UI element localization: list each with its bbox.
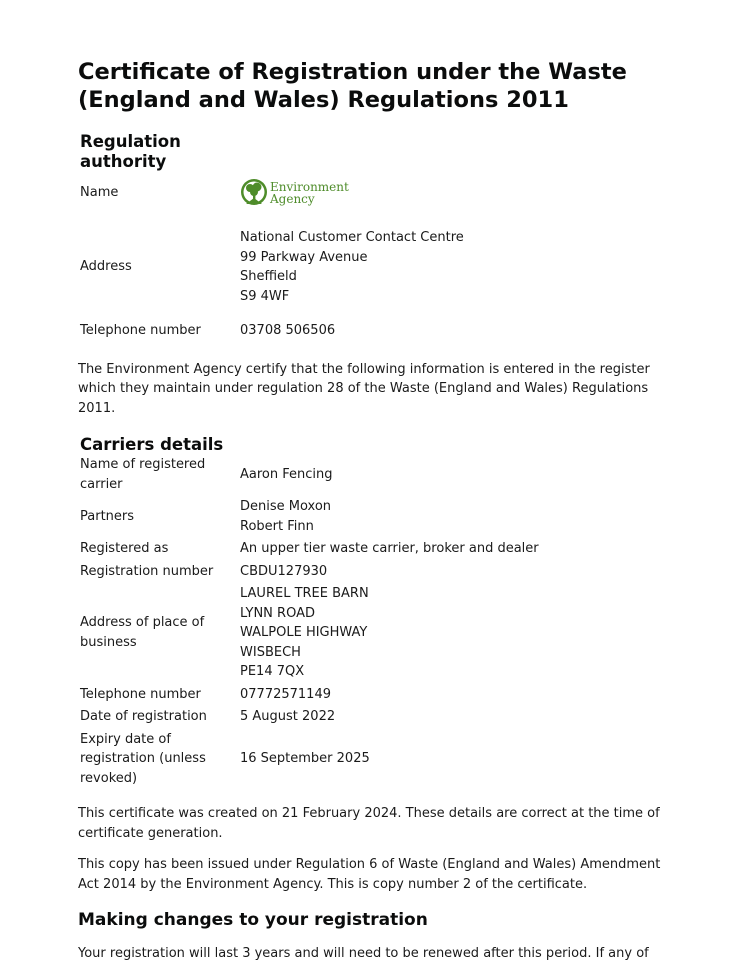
registered-as-row (78, 539, 678, 559)
copy-paragraph: This copy has been issued under Regulation 6 of Waste (England and Wales) Amendment Act 2014 by the Environment Agency. This is copy number 2 of the certificate. (78, 857, 661, 892)
carrier-telephone-value: 07772571149 (240, 686, 331, 702)
carrier-telephone-row (78, 685, 678, 705)
registration-date-value: 5 August 2022 (240, 709, 336, 724)
registered-as-label: Registered as (80, 541, 169, 556)
created-paragraph: This certificate was created on 21 February 2024. These details are correct at the time of certificate generation. (78, 806, 660, 841)
expiry-date-row (78, 730, 678, 789)
authority-name-label: Name (80, 185, 119, 201)
authority-telephone-row (78, 321, 678, 341)
business-address-value: LAUREL TREE BARN LYNN ROAD WALPOLE HIGHWAY WISBECH PE14 7QX (240, 586, 369, 679)
environment-agency-tree-icon (240, 178, 268, 208)
environment-agency-logo (240, 178, 678, 208)
carriers-details-heading: Carriers details (80, 435, 224, 454)
registration-number-value: CBDU127930 (240, 563, 328, 579)
expiry-date-label: Expiry date of registration (unless revoked) (80, 731, 206, 786)
certificate-page (78, 58, 678, 964)
authority-address-label: Address (80, 259, 132, 275)
authority-name-value (240, 178, 678, 208)
authority-telephone-value: 03708 506506 (240, 323, 336, 338)
registered-as-value: An upper tier waste carrier, broker and dealer (240, 541, 539, 556)
carrier-telephone-label: Telephone number (80, 686, 201, 702)
partner-name: Denise Moxon (240, 499, 332, 514)
certify-paragraph: The Environment Agency certify that the following information is entered in the register which they maintain under regulation 28 of the Waste (England and Wales) Regulations 2011. (78, 361, 650, 416)
authority-name-row (78, 178, 678, 208)
registration-date-label: Date of registration (80, 709, 207, 724)
partners-label: Partners (80, 508, 135, 524)
expiry-date-value: 16 September 2025 (240, 751, 370, 766)
registration-date-row (78, 707, 678, 727)
regulation-authority-heading: Regulation authority (80, 132, 181, 171)
carrier-name-label: Name of registered carrier (80, 457, 206, 492)
partners-row (78, 497, 678, 536)
partners-value (240, 497, 678, 536)
registration-number-row (78, 562, 678, 582)
page-title: Certificate of Registration under the Waste (England and Wales) Regulations 2011 (78, 59, 627, 113)
carrier-name-value: Aaron Fencing (240, 466, 333, 482)
environment-agency-wordmark: Environment Agency (270, 180, 349, 206)
registration-number-label: Registration number (80, 563, 214, 579)
carrier-name-row (78, 455, 678, 494)
partner-name: Robert Finn (240, 518, 314, 534)
authority-telephone-label: Telephone number (80, 323, 201, 338)
business-address-row (78, 584, 678, 682)
authority-address-value: National Customer Contact Centre 99 Parkway Avenue Sheffield S9 4WF (240, 230, 464, 304)
making-changes-heading: Making changes to your registration (78, 910, 428, 930)
changes-paragraph: Your registration will last 3 years and will need to be renewed after this period. If any of (78, 946, 649, 961)
business-address-label: Address of place of business (80, 615, 205, 650)
authority-address-row (78, 228, 678, 306)
